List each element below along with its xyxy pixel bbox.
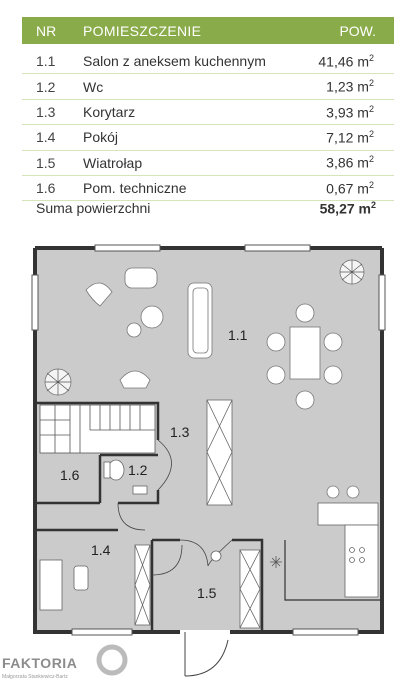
sofa	[188, 283, 212, 358]
table-row	[22, 49, 394, 74]
staircase	[40, 405, 155, 453]
header-area: POW.	[339, 22, 376, 39]
row-area: 41,46 $m^2$	[318, 52, 374, 70]
table-row	[22, 176, 394, 201]
table-header	[22, 17, 394, 44]
floor-plan	[0, 240, 415, 683]
row-area: 7,12 $m^2$	[326, 129, 374, 146]
dining-table	[290, 327, 320, 379]
row-name: Pom. techniczne	[83, 180, 187, 197]
total-value: 58,27 $m^2$	[319, 200, 376, 217]
row-area: 0,67 $m^2$	[326, 179, 374, 197]
room-label-1-6: 1.6	[60, 467, 80, 483]
row-nr: 1.6	[36, 180, 56, 197]
table-row	[22, 100, 394, 125]
row-area: 3,86 $m^2$	[326, 154, 374, 172]
total-area-row	[36, 200, 376, 217]
row-area: 3,93 $m^2$	[326, 103, 374, 121]
total-label: Suma powierzchni	[36, 200, 151, 216]
faktoria-logo	[2, 647, 125, 680]
row-area: 1,23 $m^2$	[326, 78, 374, 95]
coffee-table	[141, 306, 163, 328]
table-row	[22, 125, 394, 150]
row-name: Salon z aneksem kuchennym	[83, 53, 266, 70]
room-label-1-1: 1.1	[228, 327, 248, 343]
side-table	[127, 323, 141, 337]
plant-icon	[340, 260, 364, 284]
row-name: Korytarz	[83, 103, 136, 120]
header-room: POMIESZCZENIE	[83, 22, 202, 39]
room-label-1-2: 1.2	[128, 462, 148, 478]
room-label-1-5: 1.5	[197, 585, 217, 601]
logo-text: FAKTORIA	[2, 655, 78, 671]
row-name: Wiatrołap	[83, 154, 143, 171]
table-row	[22, 74, 394, 99]
utility-fixture	[211, 551, 221, 561]
header-nr: NR	[36, 22, 57, 39]
room-label-1-4: 1.4	[91, 542, 111, 558]
row-nr: 1.1	[36, 53, 56, 70]
logo-subtitle: Małgorzata Stankiewicz-Bartz	[2, 674, 68, 680]
room-label-1-3: 1.3	[170, 424, 190, 440]
row-name: Pokój	[83, 129, 119, 146]
room-table	[22, 49, 394, 201]
pouf	[125, 268, 157, 288]
row-name: Wc	[83, 78, 104, 95]
wardrobe	[207, 400, 232, 505]
row-nr: 1.3	[36, 103, 56, 120]
plant-icon	[45, 369, 71, 395]
row-nr: 1.4	[36, 129, 56, 146]
table-row	[22, 151, 394, 176]
row-nr: 1.5	[36, 154, 56, 171]
row-nr: 1.2	[36, 78, 56, 95]
